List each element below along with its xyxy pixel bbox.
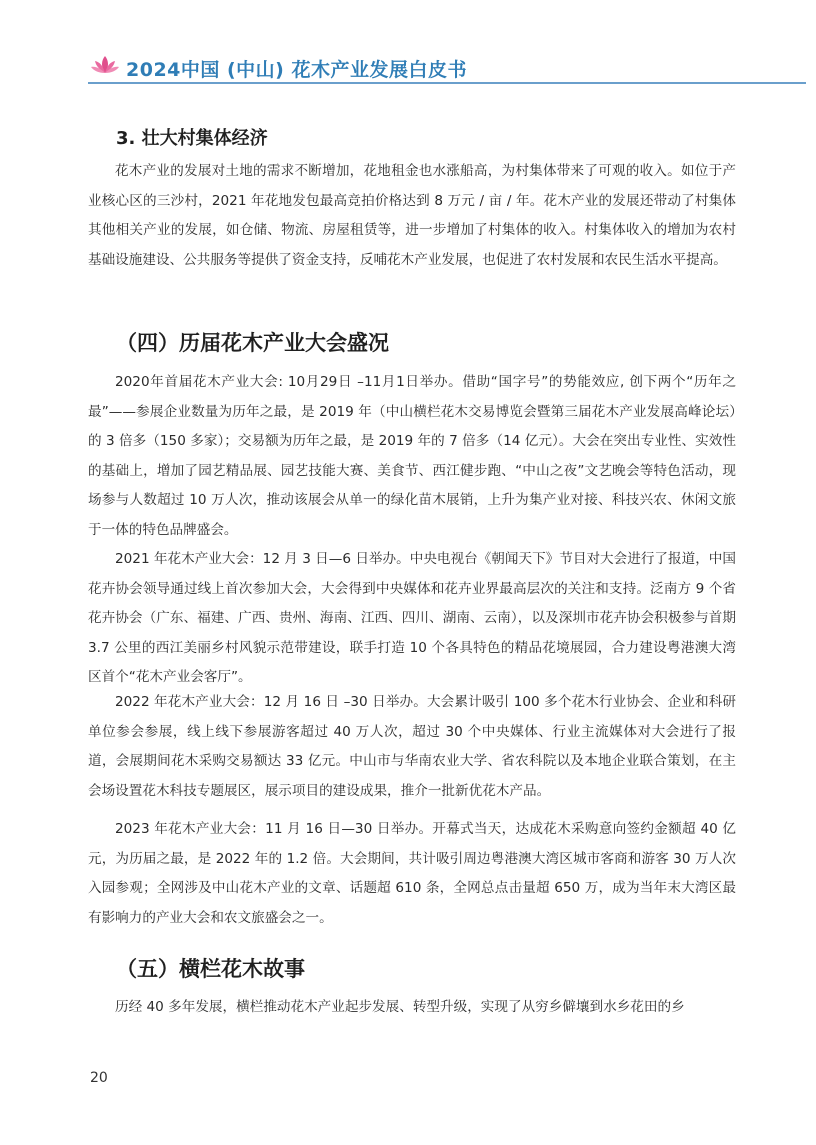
page-header [0,0,816,100]
document-title: 2024中国 (中山) 花木产业发展白皮书 [126,59,467,81]
paragraph-village-economy: 花木产业的发展对土地的需求不断增加，花地租金也水涨船高，为村集体带来了可观的收入。如位于产业核心区的三沙村，2021 年花地发包最高竞拍价格达到 8 万元 / 亩 / 年。花木产业的发展还带动了村集体其他相关产业的发展，如仓储、物流、房屋租赁等，进一步增加了村集体的收入。村集体收入的增加为农村基础设施建设、公共服务等提供了资金支持，反哺花木产业发展，也促进了农村发展和农民生活水平提高。 [88,163,736,268]
paragraph-2022-conference: 2022 年花木产业大会：12 月 16 日 –30 日举办。大会累计吸引 100 多个花木行业协会、企业和科研单位参会参展，线上线下参展游客超过 40 万人次，超过 30 个中央媒体、行业主流媒体对大会进行了报道，会展期间花木采购交易额达 33 亿元。中山市与华南农业大学、省农科院以及本地企业联合策划，在主会场设置花木科技专题展区，展示项目的建设成果，推介一批新优花木产品。 [88,694,736,799]
paragraph-2021-conference: 2021 年花木产业大会：12 月 3 日—6 日举办。中央电视台《朝闻天下》节目对大会进行了报道，中国花卉协会领导通过线上首次参加大会，大会得到中央媒体和花卉业界最高层次的关注和支持。泛南方 9 个省花卉协会（广东、福建、广西、贵州、海南、江西、四川、湖南、云南），以及深圳市花卉协会积极参与首期 3.7 公里的西江美丽乡村风貌示范带建设，联手打造 10 个各具特色的精品花境展园，合力建设粤港澳大湾区首个“花木产业会客厅”。 [88,551,736,685]
header-divider [88,82,806,84]
paragraph-2020-conference: 2020年首届花木产业大会: 10月29日 –11月1日举办。借助“国字号”的势能效应, 创下两个“历年之最”——参展企业数量为历年之最，是 2019 年（中山横栏花木交易博览会暨第三届花木产业发展高峰论坛）的 3 倍多（150 多家）；交易额为历年之最，是 2019 年的 7 倍多（14 亿元）。大会在突出专业性、实效性的基础上，增加了园艺精品展、园艺技能大赛、美食节、西江健步跑、“中山之夜”文艺晚会等特色活动，现场参与人数超过 10 万人次，推动该展会从单一的绿化苗木展销，上升为集产业对接、科技兴农、休闲文旅于一体的特色品牌盛会。 [88,374,736,538]
paragraph-henglan-story: 历经 40 多年发展，横栏推动花木产业起步发展、转型升级，实现了从穷乡僻壤到水乡花田的乡 [115,999,685,1015]
page-number: 20 [90,1070,108,1086]
lotus-icon [90,54,120,76]
paragraph-2023-conference: 2023 年花木产业大会：11 月 16 日—30 日举办。开幕式当天，达成花木采购意向签约金额超 40 亿元，为历届之最，是 2022 年的 1.2 倍。大会期间，共计吸引周边粤港澳大湾区城市客商和游客 30 万人次入园参观；全网涉及中山花木产业的文章、话题超 610 条，全网总点击量超 650 万，成为当年末大湾区最有影响力的产业大会和农文旅盛会之一。 [88,821,736,926]
section-heading-henglan-story: （五）横栏花木故事 [116,957,305,981]
section-heading-flower-conferences: （四）历届花木产业大会盛况 [116,331,389,355]
section-heading-village-economy: 3. 壮大村集体经济 [116,128,268,149]
